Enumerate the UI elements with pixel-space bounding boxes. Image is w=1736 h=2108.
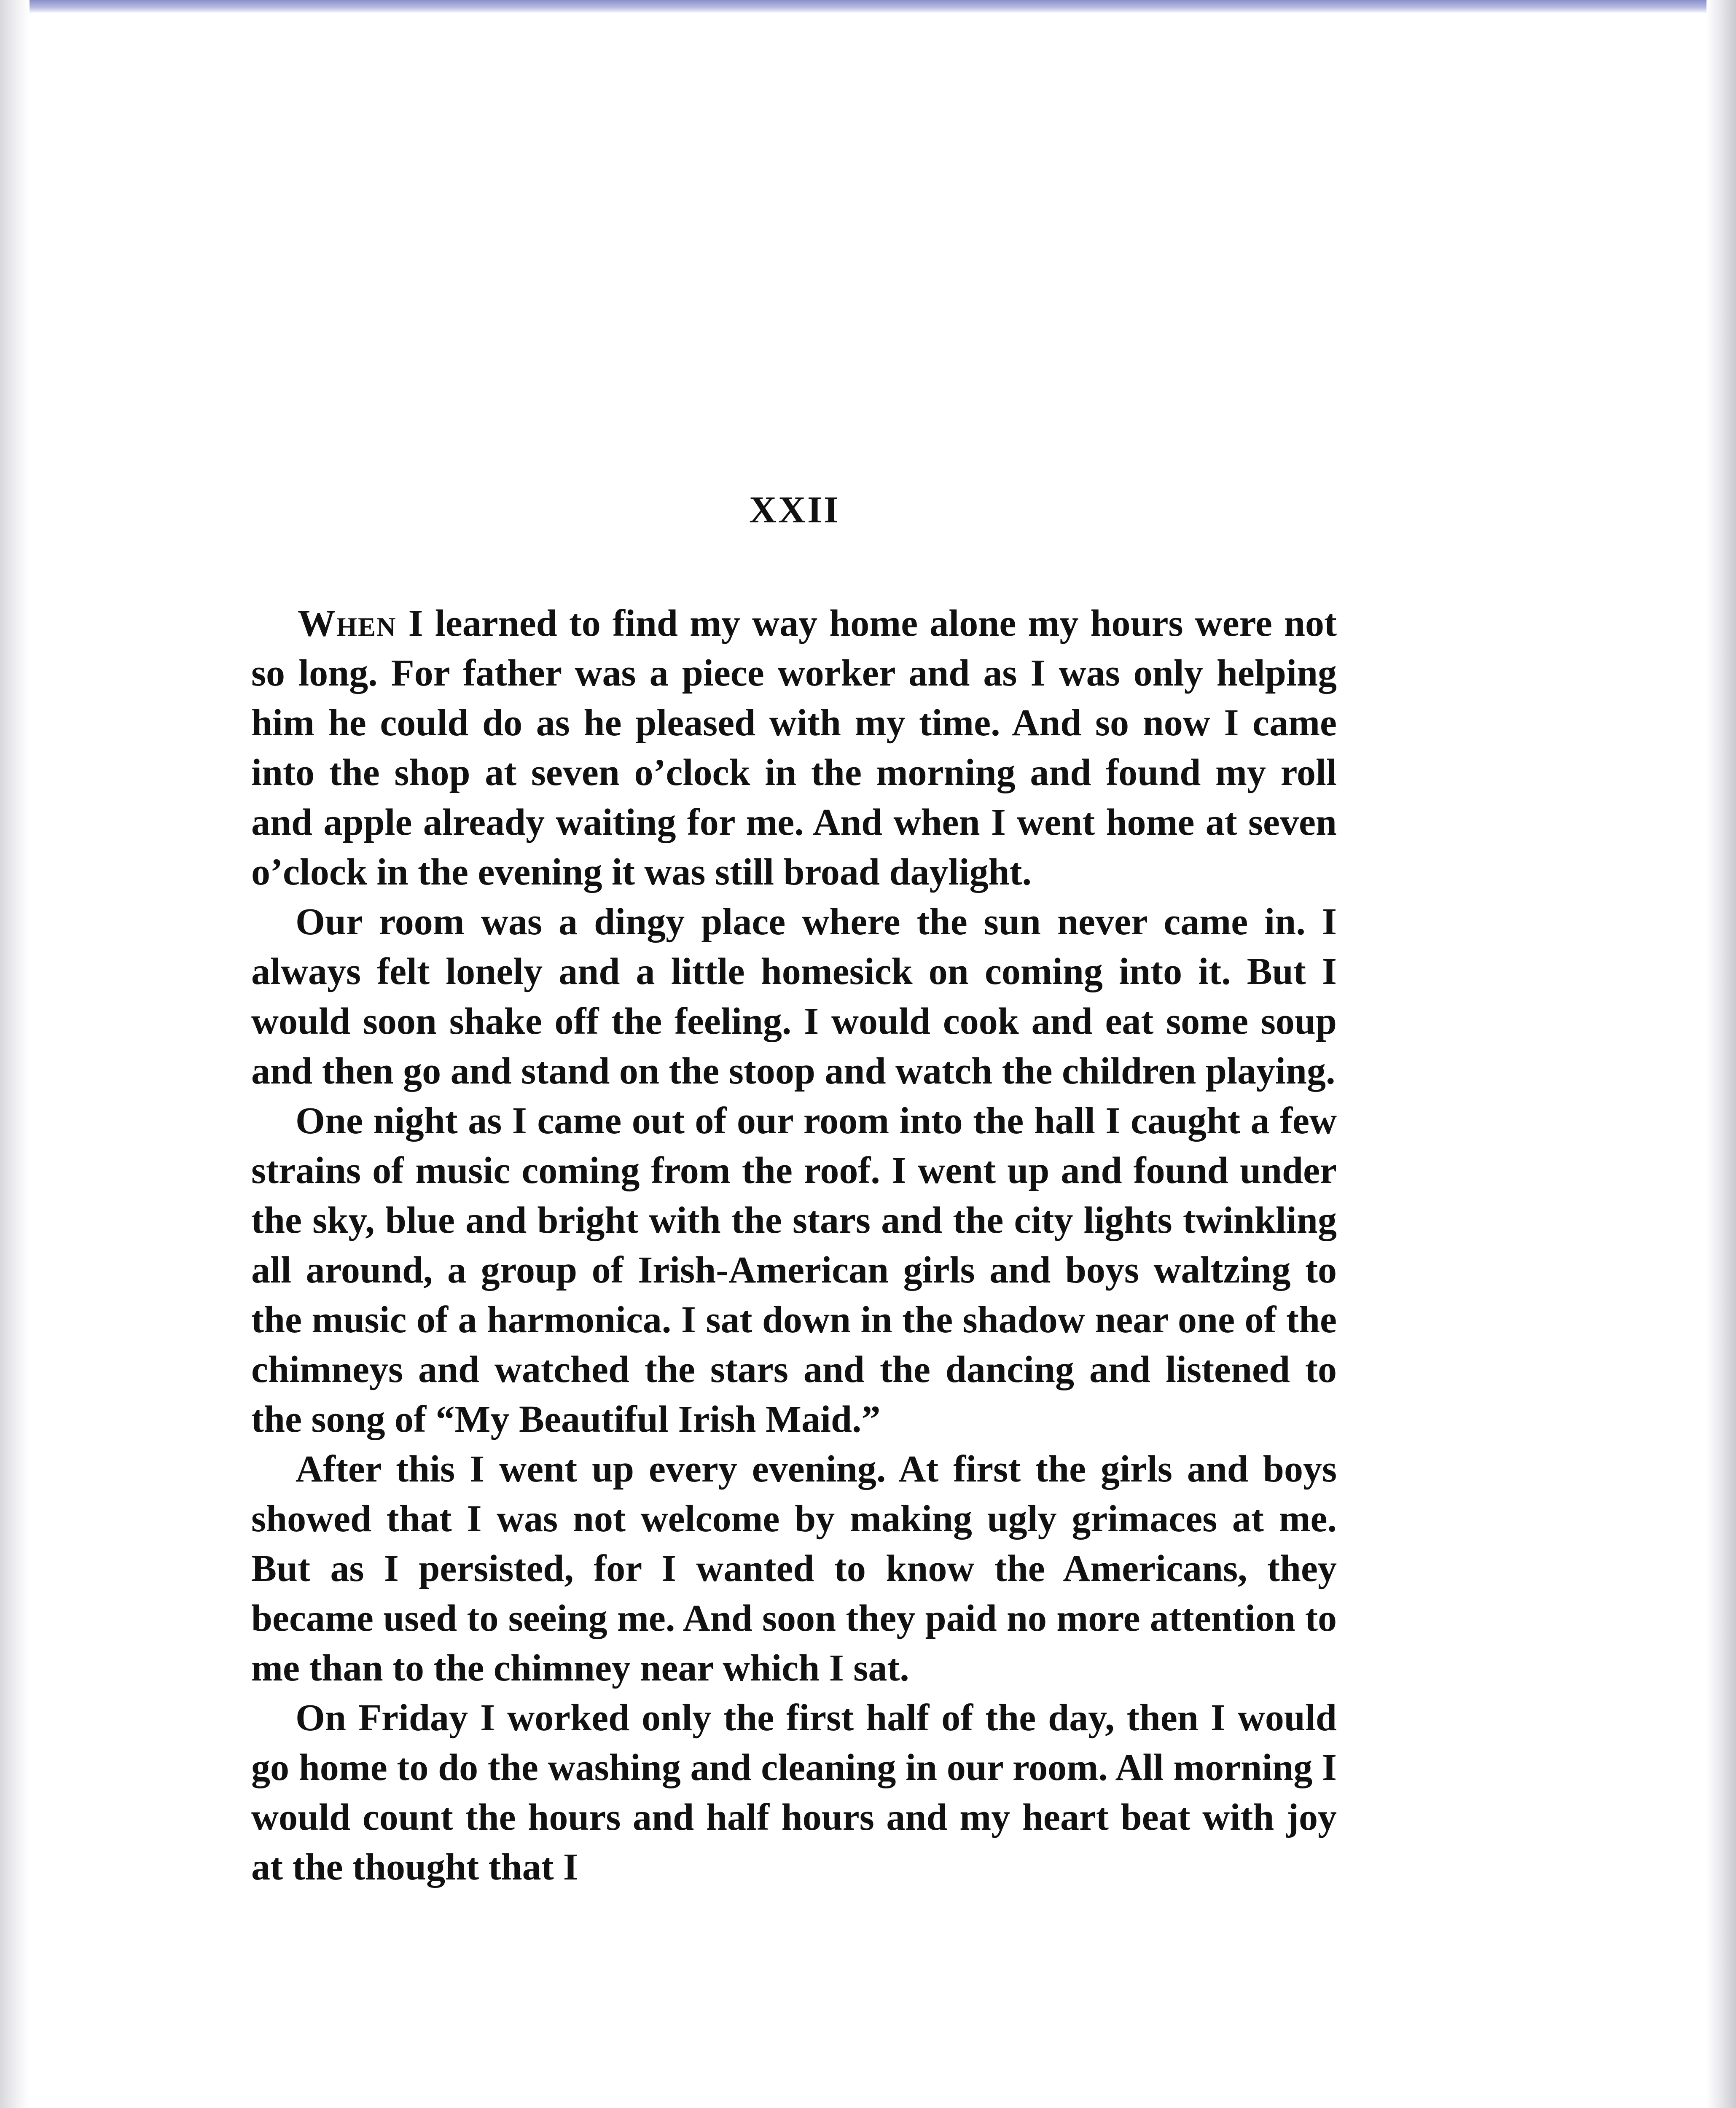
paragraph-2: Our room was a dingy place where the sun never came in. I always felt lonely and a little homesick on coming into it. But I would soon shake off the feeling. I would cook and eat some soup and then go and stand on the stoop and watch the children playing.	[251, 901, 1337, 1092]
paragraph-4: After this I went up every evening. At first the girls and boys showed that I was not welcome by making ugly grimaces at me. But as I persisted, for I wanted to know the Americans, they became used to seeing me. And soon they paid no more attention to me than to the chimney near which I sat.	[251, 1448, 1337, 1689]
paragraph-1-text: I learned to find my way home alone my hours were not so long. For father was a piece worker and as I was only helping him he could do as he pleased with my time. And so now I came into the shop at seven o’clock in the morning and found my roll and apple already waiting for me. And when I went home at seven o’clock in the evening it was still broad daylight.	[251, 602, 1337, 893]
lead-word: When	[298, 602, 397, 644]
paragraph-3: One night as I came out of our room into the hall I caught a few strains of music coming from the roof. I went up and found under the sky, blue and bright with the stars and the city lights twinkling all around, a group of Irish-American girls and boys waltzing to the music of a harmonica. I sat down in the shadow near one of the chimneys and watched the stars and the dancing and listened to the song of “My Beautiful Irish Maid.”	[251, 1100, 1337, 1440]
paragraph-5: On Friday I worked only the first half of the day, then I would go home to do the washing and cleaning in our room. All morning I would count the hours and half hours and my heart beat with joy at the thought that I	[251, 1697, 1337, 1888]
chapter-heading: XXII	[749, 489, 841, 531]
paragraph-1	[251, 599, 1337, 897]
body-text	[251, 599, 1337, 2108]
